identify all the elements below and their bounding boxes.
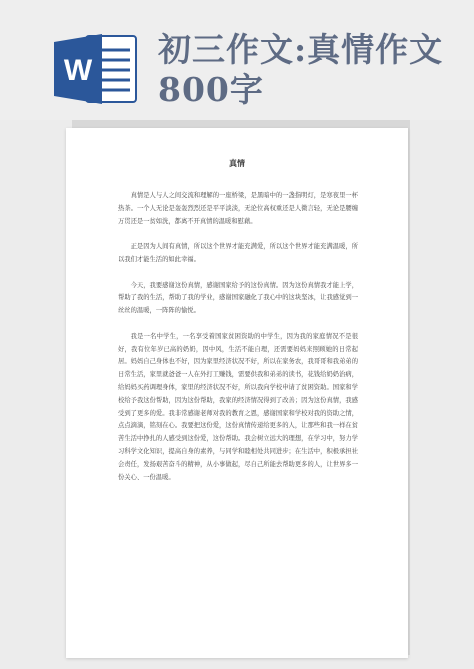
paragraph: 我是一名中学生，一名享受着国家贫困资助的中学生，因为我的家庭情况不是很好，我有位年岁已高的奶奶，因中风，生活不能自理，还需要妈妈来照顾她的日常起居。妈妈自己身体也不好，因为家里经济状况不好，所以在家务农，我哥哥和我弟弟的日常生活，家里就爸爸一人在外打工赚钱，需要供我和弟弟的读书，花钱给奶奶治病，给妈妈买药调理身体，家里的经济状况不好，所以我向学校申请了贫困资助。国家和学校给予我这份帮助，因为这份帮助，我家的经济情况得到了改善；因为这份真情，我感受到了更多的爱。我非常感谢老师对我的教育之恩，感谢国家和学校对我的资助之情，点点滴滴，铭刻在心。我要把这份爱，这份真情传递给更多的人，让那些和我一样在贫苦生活中挣扎的人感受到这份爱，这份帮助。我会树立远大的理想，在学习中，努力学习科学文化知识，提高自身的素养，与同学和睦相处共同进步；在生活中，积极承担社会责任，发扬艰苦奋斗的精神，从小事做起，尽自己所能去帮助更多的人，让世界多一份关心、一份温暖。: [118, 332, 358, 481]
paragraph: 真情是人与人之间交流和理解的一座桥梁，是黑暗中的一盏指明灯，是寒夜里一杯热茶。一个人无论是轰轰烈烈还是平平淡淡，无论位高权重还是人微言轻，无论是腰缠万贯还是一贫如洗，都离不开真情的温暖和慰藉。: [118, 192, 358, 225]
page-title: 初三作文:真情作文800字: [158, 30, 444, 109]
header-banner: [0, 0, 474, 120]
document-body: [118, 190, 358, 497]
word-document-icon: [52, 32, 140, 106]
document-page: [66, 128, 408, 658]
paragraph: 今天，我要感谢这份真情，感谢国家给予的这份真情。因为这份真情我才能上学，帮助了我的生活，帮助了我的学业，感谢国家融化了我心中的这块坚冰，让我感觉到一丝丝的温暖，一阵阵的愉悦。: [118, 281, 358, 315]
word-logo-letter: W: [63, 54, 93, 87]
paragraph: 正是因为人间有真情，所以这个世界才能充满爱，所以这个世界才能充满温暖，所以我们才能生活的如此幸福。: [118, 243, 358, 263]
document-title: 真情: [229, 159, 245, 168]
